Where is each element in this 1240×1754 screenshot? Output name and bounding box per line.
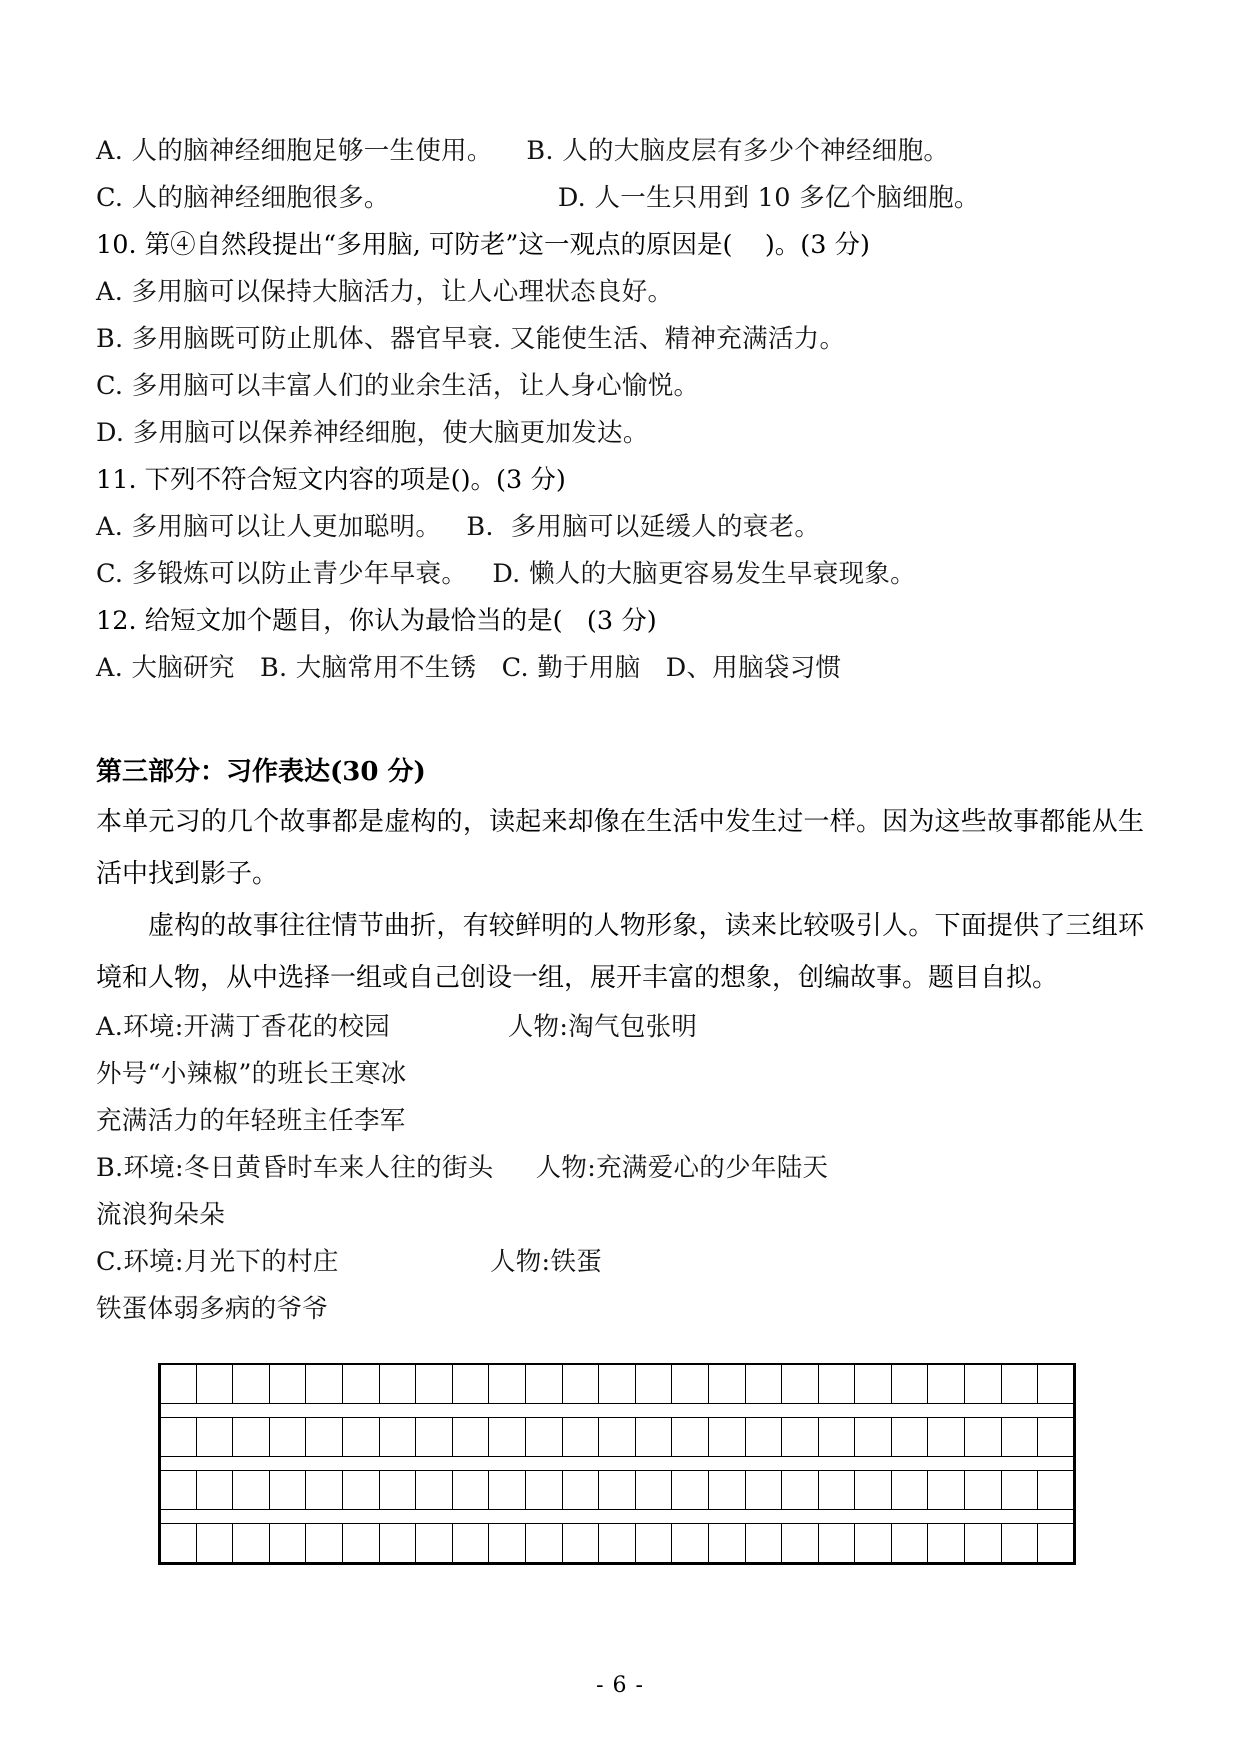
writing-grid-cell[interactable] bbox=[782, 1471, 819, 1510]
q10-option-d[interactable]: D. 多用脑可以保养神经细胞，使大脑更加发达。 bbox=[96, 418, 649, 448]
writing-grid-cell[interactable] bbox=[818, 1418, 855, 1457]
choice-a-spacer bbox=[390, 1012, 508, 1042]
writing-grid-cell[interactable] bbox=[269, 1471, 306, 1510]
writing-grid-cell[interactable] bbox=[233, 1364, 270, 1404]
writing-grid-cell[interactable] bbox=[306, 1524, 343, 1564]
writing-grid-cell[interactable] bbox=[891, 1364, 928, 1404]
writing-grid-cell[interactable] bbox=[1001, 1524, 1038, 1564]
writing-grid-cell[interactable] bbox=[269, 1524, 306, 1564]
choice-a-label: A. bbox=[96, 1012, 124, 1042]
writing-grid-cell[interactable] bbox=[818, 1524, 855, 1564]
writing-grid-row[interactable] bbox=[160, 1364, 1075, 1404]
writing-grid-cell[interactable] bbox=[233, 1524, 270, 1564]
writing-grid-cell[interactable] bbox=[196, 1471, 233, 1510]
writing-grid-cell[interactable] bbox=[342, 1364, 379, 1404]
part-three-intro: 本单元习的几个故事都是虚构的，读起来却像在生活中发生过一样。因为这些故事都能从生活中找到影子。 bbox=[96, 807, 1144, 889]
writing-grid-cell[interactable] bbox=[635, 1471, 672, 1510]
writing-grid-cell[interactable] bbox=[635, 1364, 672, 1404]
writing-grid-cell[interactable] bbox=[489, 1364, 526, 1404]
q11-option-line-ab[interactable]: A. 多用脑可以让人更加聪明。 B. 多用脑可以延缓人的衰老。 bbox=[96, 512, 821, 542]
writing-grid-spacer-row bbox=[160, 1510, 1075, 1524]
choice-b-env-label: 环境: bbox=[123, 1153, 184, 1183]
q10-option-b[interactable]: B. 多用脑既可防止肌体、器官早衰. 又能使生活、精神充满活力。 bbox=[96, 324, 846, 354]
writing-grid-cell[interactable] bbox=[269, 1364, 306, 1404]
writing-grid-cell[interactable] bbox=[599, 1364, 636, 1404]
question-9-options bbox=[96, 128, 1144, 222]
choice-c-label: C. bbox=[96, 1247, 124, 1277]
writing-grid-cell[interactable] bbox=[379, 1471, 416, 1510]
writing-grid-cell[interactable] bbox=[562, 1524, 599, 1564]
choice-a-env-label: 环境: bbox=[123, 1012, 184, 1042]
writing-grid-cell[interactable] bbox=[196, 1364, 233, 1404]
choice-b-main bbox=[96, 1145, 1144, 1192]
writing-grid-cell[interactable] bbox=[599, 1471, 636, 1510]
q11-option-line-cd[interactable]: C. 多锻炼可以防止青少年早衰。 D. 懒人的大脑更容易发生早衰现象。 bbox=[96, 559, 916, 589]
writing-grid-cell[interactable] bbox=[525, 1418, 562, 1457]
writing-grid-cell[interactable] bbox=[1038, 1418, 1075, 1457]
choice-b-char: 充满爱心的少年陆天 bbox=[596, 1153, 829, 1183]
q9-option-line-cd: C. 人的脑神经细胞很多。 D. 人一生只用到 10 多亿个脑细胞。 bbox=[96, 183, 980, 213]
q10-option-a[interactable]: A. 多用脑可以保持大脑活力，让人心理状态良好。 bbox=[96, 277, 674, 307]
choice-b-char-label: 人物: bbox=[535, 1153, 597, 1183]
part-three-heading: 第三部分：习作表达(30 分) bbox=[96, 757, 426, 787]
writing-grid-cell[interactable] bbox=[452, 1471, 489, 1510]
writing-grid-cell[interactable] bbox=[928, 1524, 965, 1564]
writing-grid-cell[interactable] bbox=[818, 1471, 855, 1510]
q12-option-line[interactable]: A. 大脑研究 B. 大脑常用不生锈 C. 勤于用脑 D、用脑袋习惯 bbox=[96, 653, 842, 683]
writing-grid-cell[interactable] bbox=[416, 1471, 453, 1510]
writing-grid-cell[interactable] bbox=[965, 1364, 1002, 1404]
choice-b-env: 冬日黄昏时车来人往的街头 bbox=[183, 1153, 494, 1183]
writing-grid-cell[interactable] bbox=[928, 1364, 965, 1404]
choice-a-char-label: 人物: bbox=[507, 1012, 569, 1042]
writing-grid-cell[interactable] bbox=[306, 1471, 343, 1510]
writing-choice-c[interactable] bbox=[96, 1239, 1144, 1333]
q9-option-line-ab: A. 人的脑神经细胞足够一生使用。 B. 人的大脑皮层有多少个神经细胞。 bbox=[96, 136, 950, 166]
choice-a-extra-1: 外号“小辣椒”的班长王寒冰 bbox=[96, 1059, 407, 1089]
writing-grid-cell[interactable] bbox=[745, 1418, 782, 1457]
writing-grid-cell[interactable] bbox=[891, 1471, 928, 1510]
writing-grid-cell[interactable] bbox=[342, 1524, 379, 1564]
writing-grid-cell[interactable] bbox=[782, 1418, 819, 1457]
writing-grid-cell[interactable] bbox=[855, 1418, 892, 1457]
writing-grid-cell[interactable] bbox=[452, 1524, 489, 1564]
writing-grid-cell[interactable] bbox=[855, 1471, 892, 1510]
writing-grid-cell[interactable] bbox=[782, 1524, 819, 1564]
writing-grid-cell[interactable] bbox=[160, 1524, 197, 1564]
writing-grid-cell[interactable] bbox=[855, 1524, 892, 1564]
part-three bbox=[96, 748, 1144, 1565]
writing-grid-cell[interactable] bbox=[708, 1524, 745, 1564]
writing-grid-row[interactable] bbox=[160, 1418, 1075, 1457]
writing-grid-cell[interactable] bbox=[269, 1418, 306, 1457]
writing-grid-cell[interactable] bbox=[965, 1524, 1002, 1564]
question-12 bbox=[96, 598, 1144, 692]
writing-grid-row[interactable] bbox=[160, 1524, 1075, 1564]
writing-grid-cell[interactable] bbox=[233, 1471, 270, 1510]
writing-grid-wrapper bbox=[158, 1363, 1076, 1565]
q11-stem: 11. 下列不符合短文内容的项是()。(3 分) bbox=[96, 465, 566, 495]
writing-grid[interactable] bbox=[158, 1363, 1076, 1565]
writing-grid-row[interactable] bbox=[160, 1471, 1075, 1510]
writing-choice-b[interactable] bbox=[96, 1145, 1144, 1239]
writing-grid-cell[interactable] bbox=[160, 1364, 197, 1404]
question-10 bbox=[96, 222, 1144, 457]
writing-grid-cell[interactable] bbox=[525, 1364, 562, 1404]
writing-grid-cell[interactable] bbox=[928, 1418, 965, 1457]
writing-grid-cell[interactable] bbox=[489, 1524, 526, 1564]
q10-option-c[interactable]: C. 多用脑可以丰富人们的业余生活，让人身心愉悦。 bbox=[96, 371, 700, 401]
writing-grid-cell[interactable] bbox=[196, 1418, 233, 1457]
writing-grid-cell[interactable] bbox=[818, 1364, 855, 1404]
section-spacer bbox=[96, 692, 1144, 748]
writing-grid-cell[interactable] bbox=[1001, 1471, 1038, 1510]
writing-grid-cell[interactable] bbox=[635, 1418, 672, 1457]
writing-grid-cell[interactable] bbox=[233, 1418, 270, 1457]
writing-grid-spacer-cell bbox=[160, 1510, 1075, 1524]
writing-grid-cell[interactable] bbox=[708, 1364, 745, 1404]
choice-c-char-label: 人物: bbox=[489, 1247, 551, 1277]
writing-grid-spacer-cell bbox=[160, 1404, 1075, 1418]
writing-grid-cell[interactable] bbox=[379, 1524, 416, 1564]
writing-grid-cell[interactable] bbox=[306, 1418, 343, 1457]
writing-grid-cell[interactable] bbox=[489, 1471, 526, 1510]
choice-a-env: 开满丁香花的校园 bbox=[183, 1012, 391, 1042]
choice-a-main bbox=[96, 1004, 1144, 1051]
question-11 bbox=[96, 457, 1144, 598]
writing-grid-cell[interactable] bbox=[1038, 1364, 1075, 1404]
writing-grid-cell[interactable] bbox=[672, 1471, 709, 1510]
writing-grid-cell[interactable] bbox=[562, 1418, 599, 1457]
writing-grid-cell[interactable] bbox=[745, 1471, 782, 1510]
part-three-task: 虚构的故事往往情节曲折，有较鲜明的人物形象，读来比较吸引人。下面提供了三组环境和人物，从中选择一组或自己创设一组，展开丰富的想象，创编故事。题目自拟。 bbox=[96, 911, 1144, 993]
writing-grid-cell[interactable] bbox=[379, 1364, 416, 1404]
writing-grid-cell[interactable] bbox=[196, 1524, 233, 1564]
choice-c-spacer bbox=[339, 1247, 490, 1277]
choice-c-extra-1: 铁蛋体弱多病的爷爷 bbox=[96, 1294, 329, 1324]
writing-grid-cell[interactable] bbox=[855, 1364, 892, 1404]
choice-c-main bbox=[96, 1239, 1144, 1286]
writing-grid-cell[interactable] bbox=[416, 1418, 453, 1457]
writing-grid-cell[interactable] bbox=[708, 1418, 745, 1457]
writing-grid-cell[interactable] bbox=[1001, 1418, 1038, 1457]
writing-grid-cell[interactable] bbox=[452, 1418, 489, 1457]
choice-b-extra-1: 流浪狗朵朵 bbox=[96, 1200, 226, 1230]
writing-grid-cell[interactable] bbox=[672, 1364, 709, 1404]
writing-grid-cell[interactable] bbox=[635, 1524, 672, 1564]
writing-grid-spacer-row bbox=[160, 1457, 1075, 1471]
q10-stem: 10. 第④自然段提出“多用脑, 可防老”这一观点的原因是( )。(3 分) bbox=[96, 230, 870, 260]
choice-b-label: B. bbox=[96, 1153, 124, 1183]
writing-grid-cell[interactable] bbox=[525, 1471, 562, 1510]
writing-grid-cell[interactable] bbox=[965, 1471, 1002, 1510]
writing-grid-cell[interactable] bbox=[160, 1471, 197, 1510]
writing-grid-cell[interactable] bbox=[452, 1364, 489, 1404]
writing-grid-cell[interactable] bbox=[306, 1364, 343, 1404]
writing-grid-cell[interactable] bbox=[891, 1524, 928, 1564]
writing-grid-cell[interactable] bbox=[489, 1418, 526, 1457]
writing-grid-cell[interactable] bbox=[342, 1471, 379, 1510]
writing-grid-cell[interactable] bbox=[160, 1418, 197, 1457]
writing-grid-spacer-cell bbox=[160, 1457, 1075, 1471]
choice-c-char: 铁蛋 bbox=[550, 1247, 603, 1277]
writing-grid-cell[interactable] bbox=[891, 1418, 928, 1457]
writing-grid-cell[interactable] bbox=[1038, 1471, 1075, 1510]
writing-grid-cell[interactable] bbox=[672, 1418, 709, 1457]
writing-grid-cell[interactable] bbox=[928, 1471, 965, 1510]
choice-b-spacer bbox=[494, 1153, 536, 1183]
choice-a-char: 淘气包张明 bbox=[568, 1012, 698, 1042]
choice-a-extra-2: 充满活力的年轻班主任李军 bbox=[96, 1106, 406, 1136]
writing-grid-cell[interactable] bbox=[599, 1418, 636, 1457]
choice-c-env-label: 环境: bbox=[123, 1247, 184, 1277]
writing-grid-cell[interactable] bbox=[562, 1471, 599, 1510]
writing-grid-cell[interactable] bbox=[1001, 1364, 1038, 1404]
writing-grid-cell[interactable] bbox=[599, 1524, 636, 1564]
writing-grid-cell[interactable] bbox=[342, 1418, 379, 1457]
writing-grid-cell[interactable] bbox=[379, 1418, 416, 1457]
writing-grid-spacer-row bbox=[160, 1404, 1075, 1418]
writing-grid-cell[interactable] bbox=[1038, 1524, 1075, 1564]
choice-c-env: 月光下的村庄 bbox=[183, 1247, 339, 1277]
writing-grid-cell[interactable] bbox=[672, 1524, 709, 1564]
writing-choice-a[interactable] bbox=[96, 1004, 1144, 1145]
writing-grid-cell[interactable] bbox=[745, 1524, 782, 1564]
writing-grid-cell[interactable] bbox=[708, 1471, 745, 1510]
writing-grid-cell[interactable] bbox=[782, 1364, 819, 1404]
writing-grid-cell[interactable] bbox=[416, 1524, 453, 1564]
writing-grid-cell[interactable] bbox=[562, 1364, 599, 1404]
writing-grid-cell[interactable] bbox=[525, 1524, 562, 1564]
writing-grid-cell[interactable] bbox=[745, 1364, 782, 1404]
writing-grid-cell[interactable] bbox=[416, 1364, 453, 1404]
writing-grid-cell[interactable] bbox=[965, 1418, 1002, 1457]
page-number: - 6 - bbox=[596, 1673, 644, 1698]
q12-stem: 12. 给短文加个题目，你认为最恰当的是( (3 分) bbox=[96, 606, 657, 636]
